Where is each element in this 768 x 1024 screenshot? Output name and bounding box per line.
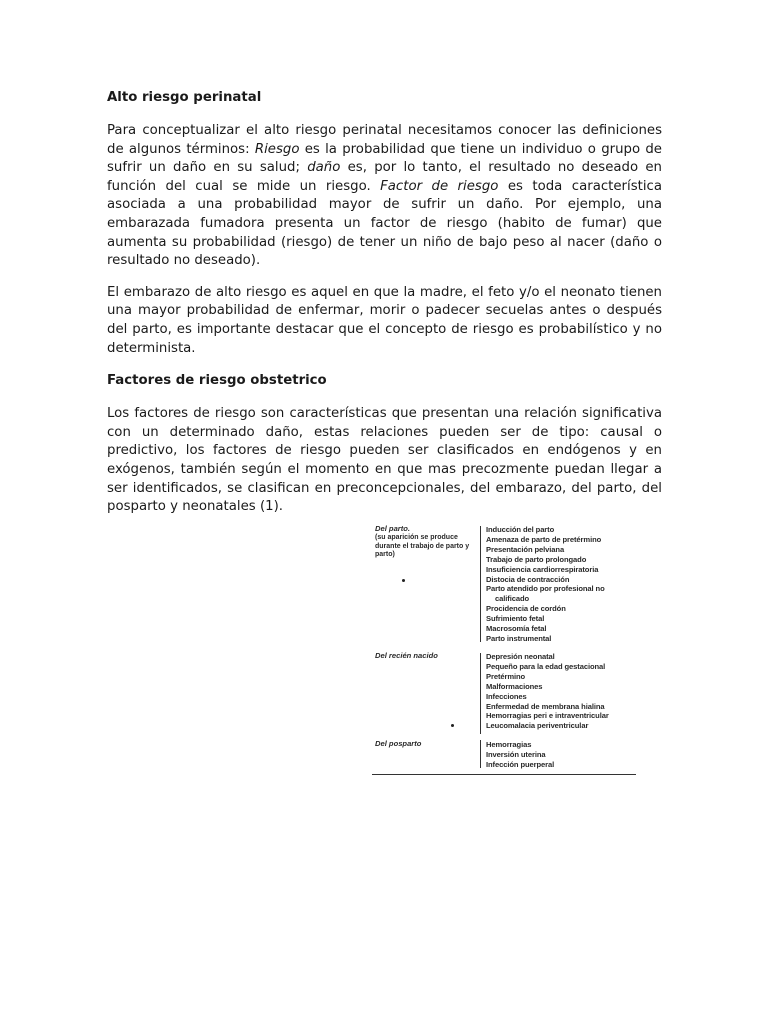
risk-factors-table-image <box>370 523 638 778</box>
posparto-items <box>486 740 636 770</box>
speck <box>451 724 454 727</box>
list-item: Distocia de contracción <box>486 574 570 584</box>
heading-alto-riesgo: Alto riesgo perinatal <box>107 90 262 105</box>
term-factor-de-riesgo: Factor de riesgo <box>380 178 499 194</box>
list-item: Sufrimiento fetal <box>486 614 545 624</box>
list-item: Parto instrumental <box>486 633 552 643</box>
text-run: es la probabilidad que tiene un individuo o grupo de sufrir un daño en su salud; <box>107 141 662 176</box>
nacido-items <box>486 652 636 731</box>
text-run: es toda característica asociada a una probabilidad mayor de sufrir un daño. Por ejemplo, una embarazada fumadora presenta un factor de riesgo (habito de fumar) que aumenta su probabilidad (riesgo) de tener un niño de bajo peso al nacer (daño o resultado no deseado). <box>107 178 662 269</box>
speck <box>402 579 405 582</box>
document-body <box>107 88 662 530</box>
list-item: Amenaza de parto de pretérmino <box>486 534 602 544</box>
list-item: Inversión uterina <box>486 749 546 759</box>
vertical-bracket <box>480 740 481 768</box>
paragraph-factores: Los factores de riesgo son características que presentan una relación significativa con un determinado daño, estas relaciones pueden ser de tipo: causal o predictivo, los factores de riesgo pueden ser clasificados en endógenos y en exógenos, también según el momento en que mas precozmente puedan llegar a ser identificados, se clasifican en preconcepcionales, del embarazo, del parto, del posparto y neonatales (1). <box>107 406 662 515</box>
list-item: Pequeño para la edad gestacional <box>486 661 606 671</box>
list-item: Hemorragias peri e intraventricular <box>486 711 609 721</box>
list-item: Enfermedad de membrana hialina <box>486 701 605 711</box>
list-item: Depresión neonatal <box>486 652 555 661</box>
term-dano: daño <box>307 160 341 176</box>
list-item: Infección puerperal <box>486 759 555 769</box>
text-run: es, por lo tanto, el resultado no deseado en función del cual se mide un riesgo. <box>107 160 662 194</box>
paragraph-embarazo: El embarazo de alto riesgo es aquel en que la madre, el feto y/o el neonato tienen una mayor probabilidad de enfermar, morir o padecer secuelas antes o después del parto, es importante destacar que el concepto de riesgo es probabilístico y no determinista. <box>107 284 662 356</box>
list-item: Trabajo de parto prolongado <box>486 554 587 564</box>
vertical-bracket <box>480 653 481 734</box>
list-item: Malformaciones <box>486 681 543 691</box>
vertical-bracket <box>480 526 481 642</box>
section-title: Del posparto <box>375 739 422 748</box>
parto-items <box>486 525 636 644</box>
list-item: Infecciones <box>486 691 527 701</box>
heading-factores: Factores de riesgo obstetrico <box>107 373 327 389</box>
list-item: calificado <box>495 594 530 604</box>
list-item: Parto atendido por profesional no <box>486 584 605 594</box>
section-label <box>375 525 475 560</box>
section-title: Del recién nacido <box>375 651 438 660</box>
list-item: Leucomalacia periventricular <box>486 721 589 731</box>
list-item: Insuficiencia cardiorrespiratoria <box>486 564 599 574</box>
section-subtitle: (su aparición se produce durante el trabajo de parto y parto) <box>375 533 470 559</box>
text-run: Para conceptualizar el alto riesgo perinatal necesitamos conocer las definiciones de algunos términos: <box>107 123 662 157</box>
list-item: Macrosomía fetal <box>486 624 547 634</box>
list-item: Presentación pelviana <box>486 544 565 554</box>
list-item: Inducción del parto <box>486 525 555 534</box>
list-item: Procidencia de cordón <box>486 604 566 614</box>
list-item: Pretérmino <box>486 671 526 681</box>
section-title: Del parto. <box>375 524 411 533</box>
table-bottom-rule <box>372 774 636 775</box>
paragraph-definitions <box>107 122 662 271</box>
list-item: Hemorragias <box>486 740 532 749</box>
term-riesgo: Riesgo <box>254 141 300 157</box>
